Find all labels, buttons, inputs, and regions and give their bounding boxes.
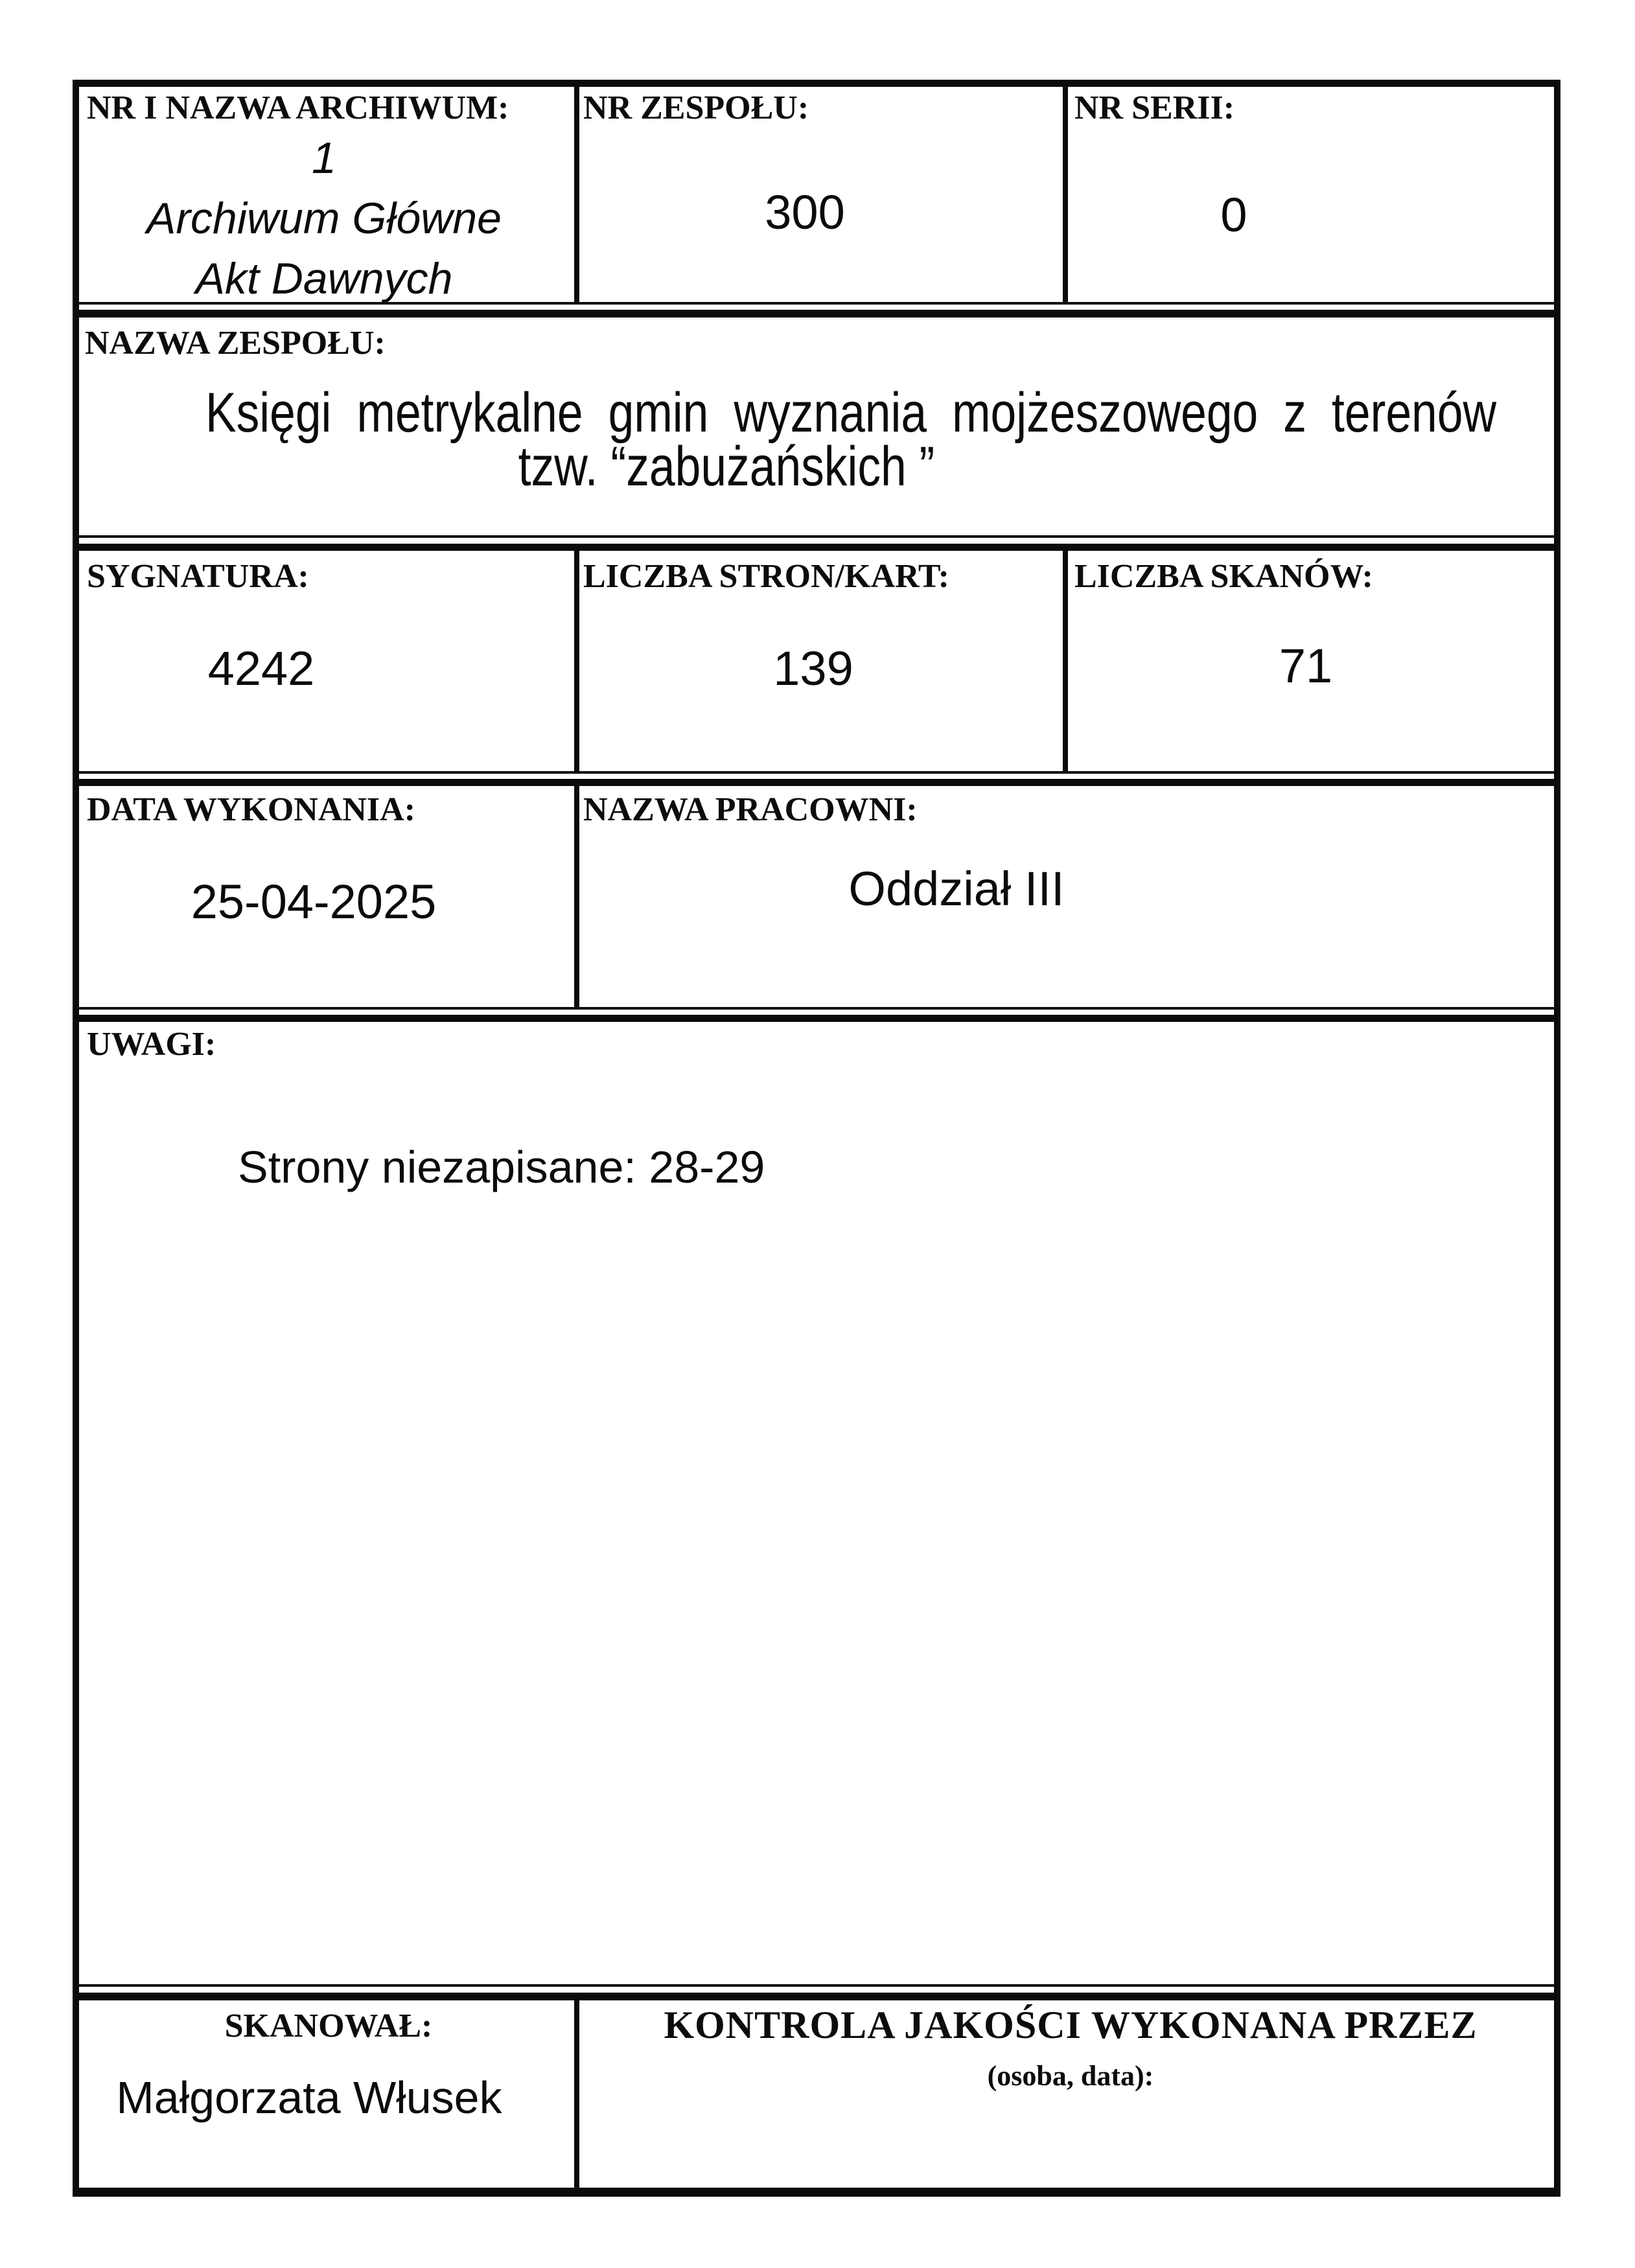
- row-separator-3-thick: [79, 779, 1554, 786]
- fonds-number-label: NR ZESPOŁU:: [583, 89, 809, 126]
- row-separator-5-thin: [79, 1984, 1554, 1987]
- quality-control-label: KONTROLA JAKOŚCI WYKONANA PRZEZ: [664, 2004, 1478, 2046]
- fonds-number-value: 300: [765, 185, 845, 239]
- fonds-name-line2: tzw. “zabużańskich ”: [518, 435, 935, 498]
- series-number-value: 0: [1220, 188, 1247, 242]
- row-separator-1-thick: [79, 310, 1554, 318]
- row-separator-5-thick: [79, 1993, 1554, 2000]
- pages-count-label: LICZBA STRON/KART:: [583, 558, 949, 595]
- series-number-label: NR SERII:: [1074, 89, 1235, 126]
- row-separator-4-thick: [79, 1015, 1554, 1022]
- row-separator-4-thin: [79, 1007, 1554, 1010]
- archive-number-name-label: NR I NAZWA ARCHIWUM:: [87, 89, 509, 126]
- row-separator-3-thin: [79, 771, 1554, 774]
- archive-identity: [146, 128, 502, 309]
- scanned-by-label: SKANOWAŁ:: [224, 2008, 433, 2044]
- fonds-name-line1: Księgi metrykalne gmin wyznania mojżeszowego z terenów: [205, 382, 1496, 444]
- archive-number-value: 1: [312, 133, 336, 183]
- row-separator-2-thick: [79, 544, 1554, 551]
- archive-name-line1: Archiwum Główne: [146, 194, 502, 243]
- remarks-label: UWAGI:: [87, 1026, 216, 1063]
- scans-count-label: LICZBA SKANÓW:: [1074, 558, 1373, 595]
- quality-control-sublabel: (osoba, data):: [987, 2060, 1154, 2092]
- workshop-name-value: Oddział III: [848, 862, 1065, 916]
- fonds-name-label: NAZWA ZESPOŁU:: [85, 325, 386, 362]
- column-divider-row3-a: [574, 551, 579, 771]
- execution-date-value: 25-04-2025: [191, 875, 437, 929]
- remarks-text: Strony niezapisane: 28-29: [238, 1142, 765, 1192]
- table-border-right: [1554, 80, 1560, 2197]
- column-divider-row1-b: [1063, 87, 1068, 302]
- table-border-left: [73, 80, 79, 2197]
- signature-label: SYGNATURA:: [87, 558, 309, 595]
- execution-date-label: DATA WYKONANIA:: [87, 791, 416, 828]
- column-divider-row4: [574, 786, 579, 1007]
- column-divider-row6: [574, 2000, 579, 2188]
- signature-value: 4242: [207, 642, 315, 695]
- table-border-bottom: [73, 2188, 1560, 2197]
- column-divider-row3-b: [1063, 551, 1068, 771]
- row-separator-2-thin: [79, 535, 1554, 538]
- scanned-by-value: Małgorzata Włusek: [116, 2072, 502, 2123]
- column-divider-row1-a: [574, 87, 579, 302]
- archive-name-line2: Akt Dawnych: [195, 254, 453, 303]
- scans-count-value: 71: [1279, 639, 1333, 693]
- workshop-name-label: NAZWA PRACOWNI:: [583, 791, 918, 828]
- pages-count-value: 139: [773, 642, 853, 695]
- table-border-top: [73, 80, 1560, 87]
